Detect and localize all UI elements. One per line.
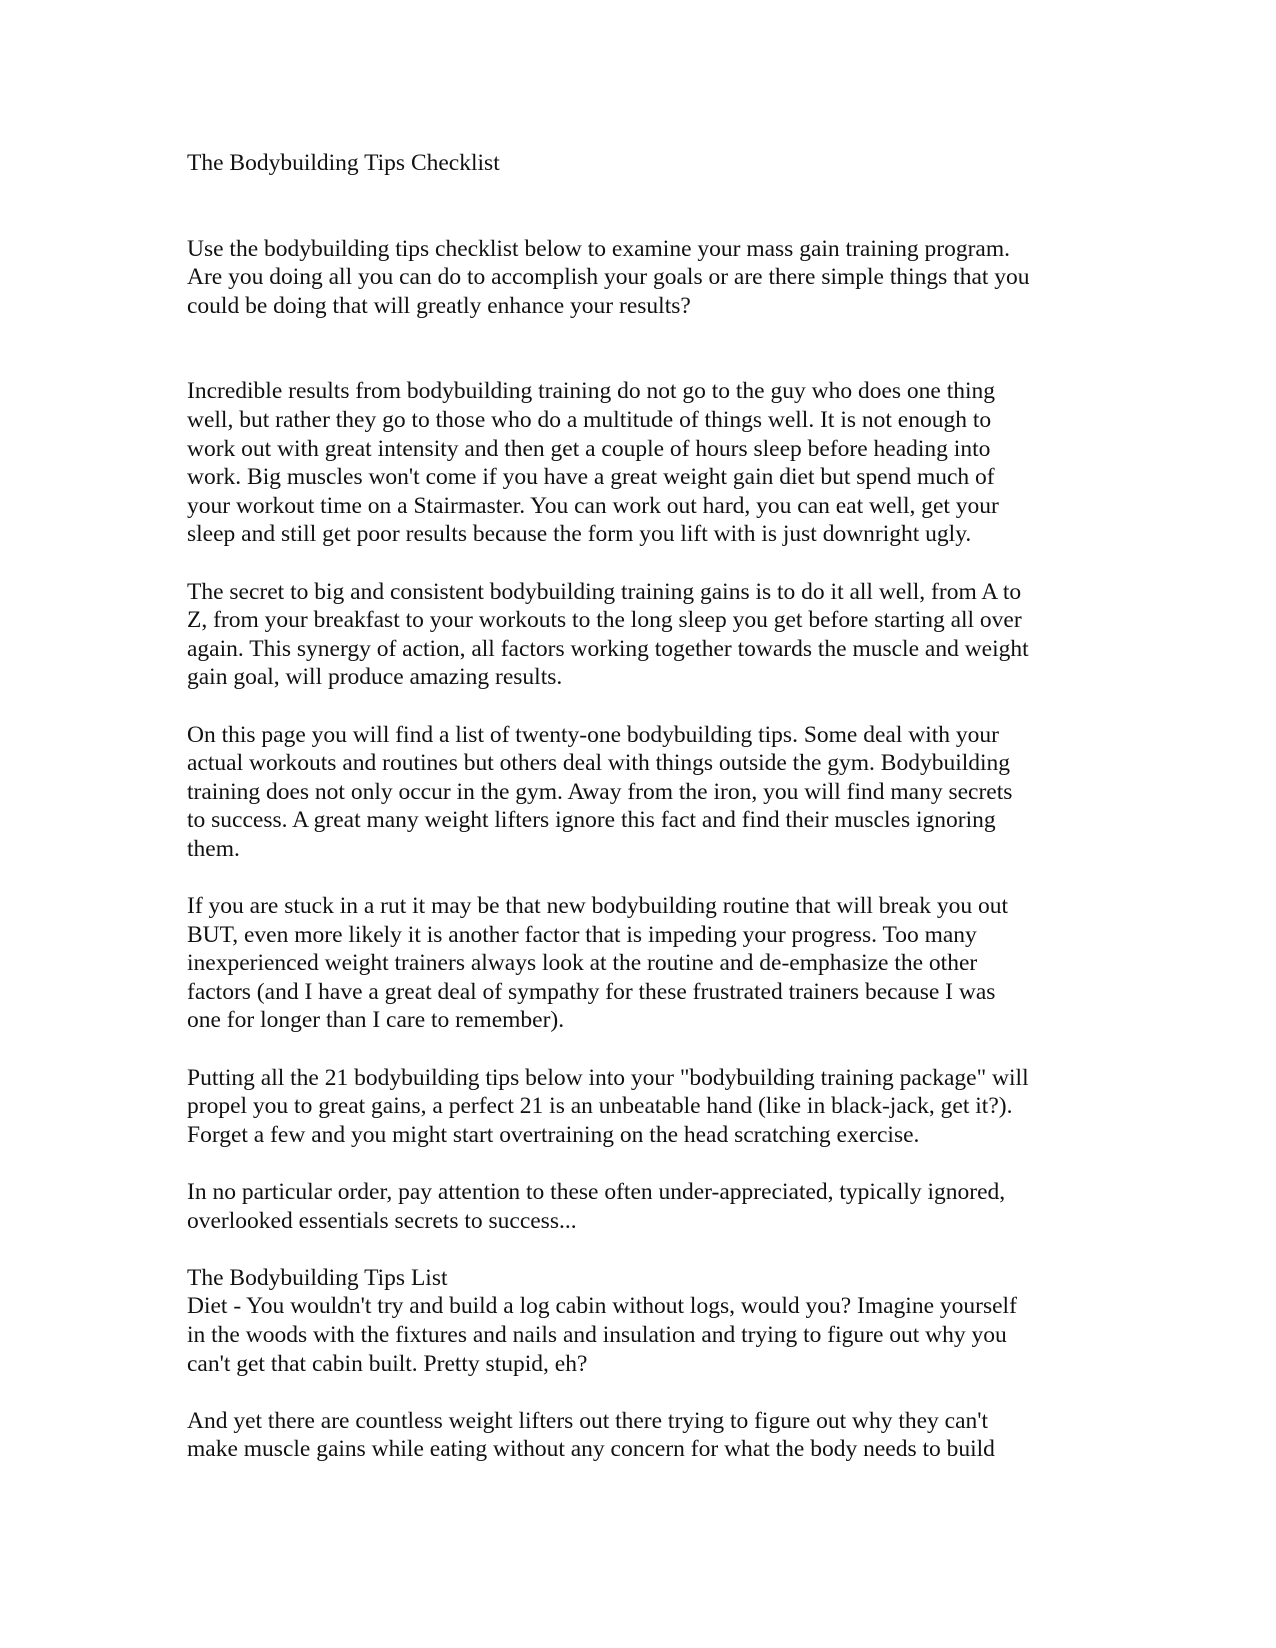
text-line: BUT, even more likely it is another factor that is impeding your progress. Too many	[187, 921, 977, 948]
paragraph-intro	[187, 235, 1092, 321]
text-line: Forget a few and you might start overtraining on the head scratching exercise.	[187, 1121, 920, 1148]
paragraph-incredible-results	[187, 377, 1092, 549]
text-line: propel you to great gains, a perfect 21 is an unbeatable hand (like in black-jack, get it?).	[187, 1093, 1013, 1120]
text-line: make muscle gains while eating without any concern for what the body needs to build	[187, 1436, 995, 1463]
text-line: overlooked essentials secrets to success...	[187, 1207, 577, 1234]
text-line: sleep and still get poor results because the form you lift with is just downright ugly.	[187, 521, 972, 548]
paragraph-list-intro	[187, 721, 1092, 864]
text-line: inexperienced weight trainers always look at the routine and de-emphasize the other	[187, 950, 978, 977]
text-line: In no particular order, pay attention to these often under-appreciated, typically ignored,	[187, 1179, 1006, 1205]
paragraph-twenty-one-tips	[187, 1064, 1092, 1150]
text-line: work out with great intensity and then get a couple of hours sleep before heading into	[187, 435, 991, 462]
text-line: Use the bodybuilding tips checklist below to examine your mass gain training program.	[187, 235, 1010, 262]
text-line: Putting all the 21 bodybuilding tips below into your "bodybuilding training package" will	[187, 1064, 1029, 1091]
text-line: work. Big muscles won't come if you have a great weight gain diet but spend much of	[187, 464, 995, 491]
document-title	[187, 149, 1092, 178]
text-line: If you are stuck in a rut it may be that new bodybuilding routine that will break you out	[187, 893, 1009, 920]
text-line: training does not only occur in the gym. Away from the iron, you will find many secrets	[187, 778, 1013, 805]
text-line: Are you doing all you can do to accomplish your goals or are there simple things that you	[187, 264, 1030, 291]
paragraph-tips-list-diet	[187, 1264, 1092, 1378]
text-line: Diet - You wouldn't try and build a log cabin without logs, would you? Imagine yourself	[187, 1293, 1017, 1320]
text-line: again. This synergy of action, all factors working together towards the muscle and weight	[187, 635, 1029, 662]
text-line: them.	[187, 835, 240, 862]
text-line: could be doing that will greatly enhance your results?	[187, 292, 691, 319]
text-line: actual workouts and routines but others deal with things outside the gym. Bodybuilding	[187, 750, 1011, 777]
text-line: can't get that cabin built. Pretty stupid, eh?	[187, 1350, 588, 1377]
text-line: factors (and I have a great deal of sympathy for these frustrated trainers because I was	[187, 978, 996, 1005]
text-line: Incredible results from bodybuilding training do not go to the guy who does one thing	[187, 378, 996, 405]
text-line: well, but rather they go to those who do a multitude of things well. It is not enough to	[187, 406, 992, 433]
paragraph-secret	[187, 578, 1092, 692]
text-line: On this page you will find a list of twenty-one bodybuilding tips. Some deal with your	[187, 721, 999, 748]
title-line: The Bodybuilding Tips Checklist	[187, 150, 500, 176]
text-line: in the woods with the fixtures and nails and insulation and trying to figure out why you	[187, 1321, 1007, 1348]
text-line: Z, from your breakfast to your workouts to the long sleep you get before starting all over	[187, 607, 1022, 634]
text-line: one for longer than I care to remember).	[187, 1007, 565, 1034]
paragraph-stuck-in-rut	[187, 892, 1092, 1035]
document-body	[187, 149, 1092, 1464]
text-line: to success. A great many weight lifters ignore this fact and find their muscles ignoring	[187, 807, 996, 834]
paragraph-countless-lifters	[187, 1407, 1092, 1464]
text-line: And yet there are countless weight lifters out there trying to figure out why they can't	[187, 1407, 989, 1434]
text-line: gain goal, will produce amazing results.	[187, 664, 563, 691]
text-line: your workout time on a Stairmaster. You can work out hard, you can eat well, get your	[187, 492, 999, 519]
section-heading: The Bodybuilding Tips List	[187, 1264, 448, 1291]
text-line: The secret to big and consistent bodybuilding training gains is to do it all well, from A to	[187, 578, 1022, 605]
paragraph-no-particular-order	[187, 1178, 1092, 1235]
